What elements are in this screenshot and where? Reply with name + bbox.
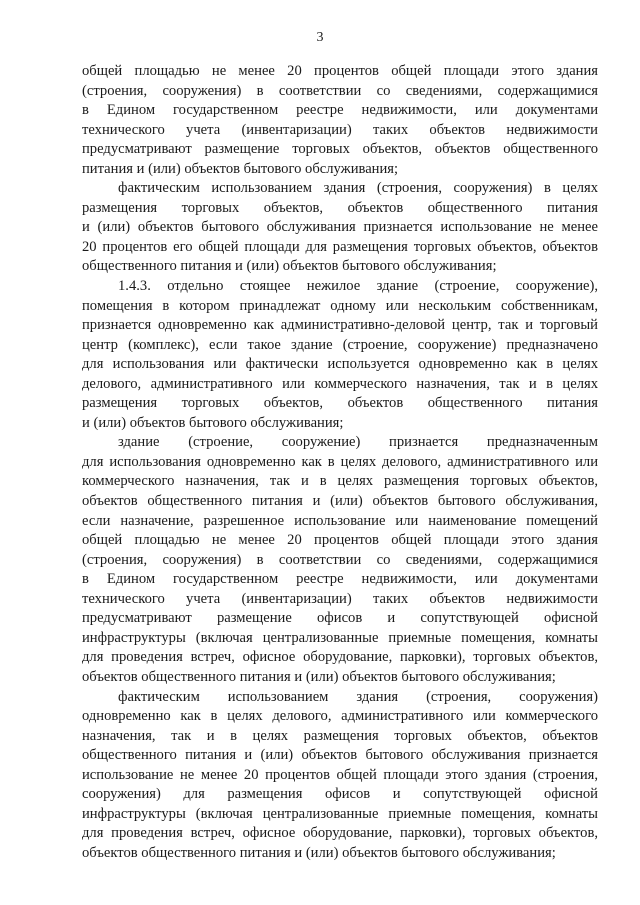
text-line: для использования или фактически используется одновременно как в целях: [82, 356, 598, 373]
paragraph: [82, 688, 598, 864]
text-line: размещения торговых объектов, объектов общественного питания: [82, 395, 598, 412]
text-line: для использования одновременно как в целях делового, административного или: [82, 453, 598, 470]
text-line: и (или) объектов бытового обслуживания признается использование не менее: [82, 219, 598, 236]
text-line: общей площадью не менее 20 процентов общей площади этого здания: [82, 63, 598, 79]
text-line: делового, административного или коммерческого назначения, так и в целях: [82, 375, 598, 392]
text-line: технического учета (инвентаризации) таких объектов недвижимости: [82, 121, 598, 138]
text-line: питания и (или) объектов бытового обслуживания;: [82, 160, 399, 177]
text-line: общей площадью не менее 20 процентов общей площади этого здания: [82, 532, 598, 549]
text-line: 20 процентов его общей площади для размещения торговых объектов, объектов: [82, 238, 598, 255]
text-line: коммерческого назначения, так и в целях размещения торговых объектов,: [82, 473, 598, 490]
text-line: инфраструктуры (включая централизованные приемные помещения, комнаты: [82, 629, 598, 646]
text-line: объектов общественного питания и (или) объектов бытового обслуживания,: [82, 493, 598, 510]
text-line: для проведения встреч, офисное оборудование, парковки), торговых объектов,: [82, 825, 598, 842]
text-line: общественного питания и (или) объектов бытового обслуживания;: [82, 258, 497, 275]
text-line: общественного питания и (или) объектов бытового обслуживания признается: [82, 747, 598, 764]
text-line: здание (строение, сооружение) признается предназначенным: [118, 434, 598, 451]
text-line: в Едином государственном реестре недвижимости, или документами: [82, 571, 598, 588]
page-number: 3: [316, 30, 324, 45]
text-line: объектов общественного питания и (или) объектов бытового обслуживания;: [82, 844, 556, 861]
text-line: использование не менее 20 процентов общей площади этого здания (строения,: [82, 766, 598, 783]
text-line: и (или) объектов бытового обслуживания;: [82, 414, 344, 431]
text-line: центр (комплекс), если такое здание (строение, сооружение) предназначено: [82, 336, 598, 353]
text-line: предусматривают размещение офисов и сопутствующей офисной: [82, 610, 598, 627]
text-line: инфраструктуры (включая централизованные приемные помещения, комнаты: [82, 805, 598, 822]
text-line: размещения торговых объектов, объектов общественного питания: [82, 199, 598, 216]
text-line: для проведения встреч, офисное оборудование, парковки), торговых объектов,: [82, 649, 598, 666]
text-line: назначения, так и в целях размещения торговых объектов, объектов: [82, 727, 598, 744]
text-line: 1.4.3. отдельно стоящее нежилое здание (строение, сооружение),: [118, 278, 598, 295]
text-line: (строения, сооружения) в соответствии со сведениями, содержащимися: [82, 551, 598, 568]
text-line: одновременно как в целях делового, административного или коммерческого: [82, 708, 598, 725]
paragraph: [82, 277, 598, 433]
text-line: в Едином государственном реестре недвижимости, или документами: [82, 102, 598, 119]
paragraph: [82, 179, 598, 277]
text-line: если назначение, разрешенное использование или наименование помещений: [82, 512, 598, 529]
paragraph: [82, 433, 598, 687]
text-line: помещения в котором принадлежат одному или нескольким собственникам,: [82, 297, 598, 314]
text-line: признается одновременно как административно-деловой центр, так и торговый: [82, 317, 598, 334]
text-line: предусматривают размещение торговых объектов, объектов общественного: [82, 141, 598, 158]
body-text: [82, 62, 598, 863]
text-line: фактическим использованием здания (строения, сооружения) в целях: [118, 180, 598, 197]
text-line: (строения, сооружения) в соответствии со сведениями, содержащимися: [82, 82, 598, 99]
text-line: технического учета (инвентаризации) таких объектов недвижимости: [82, 590, 598, 607]
paragraph: [82, 62, 598, 179]
text-line: фактическим использованием здания (строения, сооружения): [118, 688, 598, 705]
text-line: объектов общественного питания и (или) объектов бытового обслуживания;: [82, 668, 556, 685]
text-line: сооружения) для размещения офисов и сопутствующей офисной: [82, 786, 598, 803]
